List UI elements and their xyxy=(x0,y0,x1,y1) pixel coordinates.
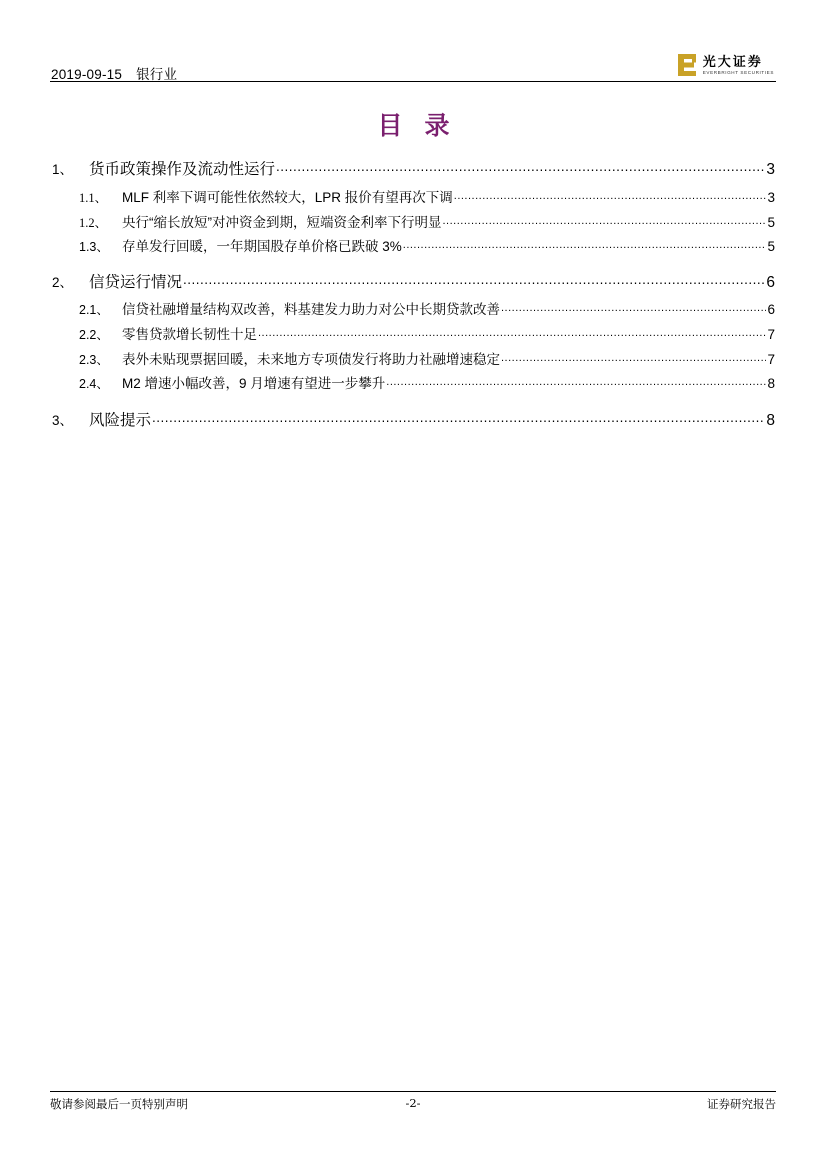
toc-item-number: 1.1、 xyxy=(79,191,108,205)
toc-section-number: 2、 xyxy=(52,275,74,290)
toc-leader-dots xyxy=(386,374,766,388)
toc-page-number: 6 xyxy=(767,302,775,317)
toc-item-number: 2.4、 xyxy=(79,377,109,391)
toc-page-number: 3 xyxy=(767,190,775,205)
toc-item-label: 存单发行回暖，一年期国股存单价格已跌破 3% xyxy=(122,239,402,254)
toc-section-2[interactable] xyxy=(52,270,775,290)
footer-disclaimer: 敬请参阅最后一页特别声明 xyxy=(50,1097,188,1111)
toc-item-2-4[interactable] xyxy=(79,372,775,390)
logo-name-en: EVERBRIGHT SECURITIES xyxy=(702,69,774,75)
toc-page-number: 5 xyxy=(767,215,775,230)
toc-leader-dots xyxy=(501,300,766,314)
toc-page-number: 8 xyxy=(766,412,775,429)
toc-section-number: 1、 xyxy=(52,162,74,177)
footer-page-number: -2- xyxy=(405,1096,421,1110)
toc-item-number: 2.3、 xyxy=(79,353,109,367)
toc-item-number: 1.2、 xyxy=(79,216,108,230)
toc-page-number: 6 xyxy=(766,274,775,291)
toc-item-label: 央行“缩长放短”对冲资金到期，短端资金利率下行明显 xyxy=(122,215,442,230)
everbright-logo xyxy=(677,52,774,78)
toc-item-2-3[interactable] xyxy=(79,348,775,366)
toc-section-label: 货币政策操作及流动性运行 xyxy=(89,161,276,178)
header-meta xyxy=(51,63,177,83)
footer-report-type: 证券研究报告 xyxy=(707,1097,776,1111)
toc-section-3[interactable] xyxy=(52,408,775,428)
toc-leader-dots xyxy=(501,350,766,364)
toc-section-1[interactable] xyxy=(52,157,775,177)
toc-item-number: 2.1、 xyxy=(79,303,109,317)
toc-section-label: 信贷运行情况 xyxy=(89,274,183,291)
toc-page-number: 7 xyxy=(767,352,775,367)
everbright-logo-icon xyxy=(677,53,699,77)
toc-leader-dots xyxy=(276,158,765,174)
toc-section-label: 风险提示 xyxy=(89,412,152,429)
toc-item-1-2[interactable] xyxy=(79,211,775,229)
toc-item-2-1[interactable] xyxy=(79,298,775,316)
toc-leader-dots xyxy=(403,237,767,251)
toc-title: 目录 xyxy=(377,111,472,140)
report-date: 2019-09-15 xyxy=(51,67,123,82)
toc-leader-dots xyxy=(183,271,765,287)
page-footer xyxy=(50,1096,776,1114)
header-divider xyxy=(50,81,776,82)
toc-item-label: 表外未贴现票据回暖，未来地方专项债发行将助力社融增速稳定 xyxy=(122,352,500,367)
toc-leader-dots xyxy=(454,188,767,202)
page-header xyxy=(50,52,776,82)
toc-item-label: MLF 利率下调可能性依然较大，LPR 报价有望再次下调 xyxy=(122,190,453,205)
toc-leader-dots xyxy=(443,213,767,227)
toc-item-1-3[interactable] xyxy=(79,235,775,253)
logo-name-cn: 光大证券 xyxy=(702,54,763,70)
toc-item-number: 2.2、 xyxy=(79,328,109,342)
toc-page-number: 8 xyxy=(767,376,775,391)
toc-item-label: M2 增速小幅改善，9 月增速有望进一步攀升 xyxy=(122,376,386,391)
footer-divider xyxy=(50,1091,776,1092)
toc-leader-dots xyxy=(258,325,766,339)
toc-item-1-1[interactable] xyxy=(79,186,775,204)
toc-page-number: 7 xyxy=(767,327,775,342)
toc-section-number: 3、 xyxy=(52,413,74,428)
report-sector: 银行业 xyxy=(136,67,178,82)
toc-page-number: 5 xyxy=(767,239,775,254)
toc-leader-dots xyxy=(152,409,765,425)
toc-page-number: 3 xyxy=(766,161,775,178)
toc-item-label: 信贷社融增量结构双改善，料基建发力助力对公中长期贷款改善 xyxy=(122,302,500,317)
toc-item-number: 1.3、 xyxy=(79,240,109,254)
toc-item-2-2[interactable] xyxy=(79,323,775,341)
toc-item-label: 零售贷款增长韧性十足 xyxy=(122,327,257,342)
